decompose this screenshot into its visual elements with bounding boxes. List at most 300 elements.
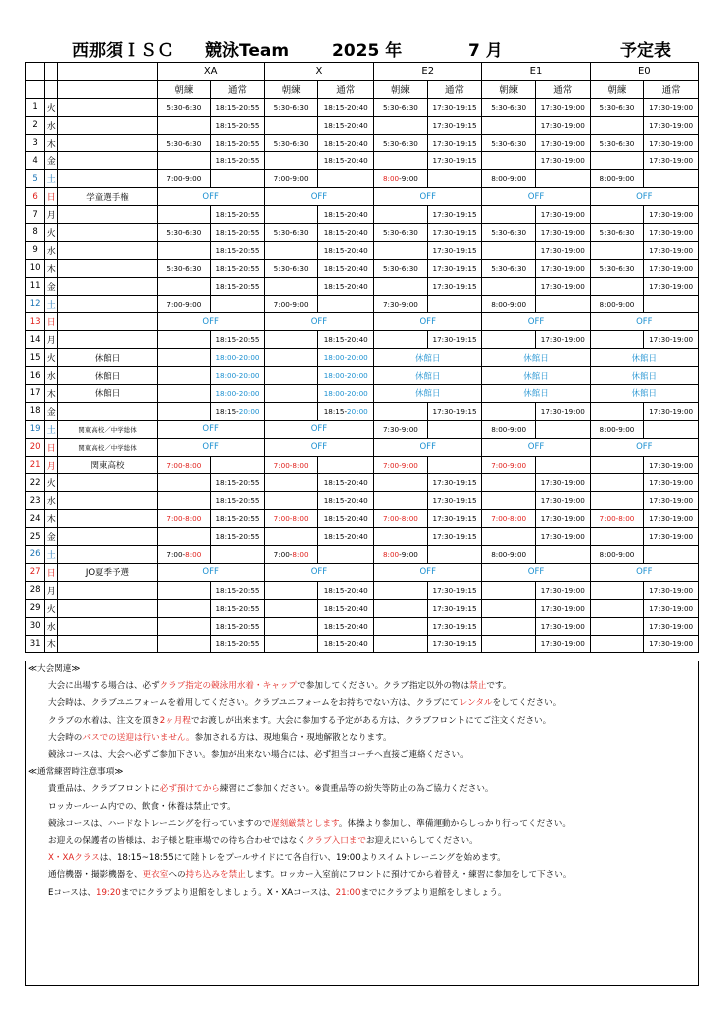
time-cell: [264, 617, 318, 635]
time-cell: [590, 456, 644, 474]
event-cell: [58, 313, 157, 331]
event-cell: [58, 116, 157, 134]
note-text: で参加してください。クラブ指定以外の物は: [297, 681, 470, 692]
time-cell: 17:30-19:00: [535, 241, 590, 259]
weekday: 火: [45, 474, 58, 492]
note-text: 競泳コースは、ハードなトレーニングを行っていますので: [48, 818, 271, 829]
time-cell: 17:30-19:15: [427, 492, 482, 510]
time-cell: 18:15-20:55: [211, 474, 265, 492]
time-cell: 18:15-20:40: [318, 241, 374, 259]
note-text: クラブ指定の競泳用水着・キャップ: [159, 681, 298, 692]
event-cell: [58, 206, 157, 224]
off-cell: OFF: [157, 563, 264, 581]
event-cell: [58, 510, 157, 528]
time-cell: [590, 528, 644, 546]
note-line: [26, 850, 698, 867]
schedule-row: [26, 313, 699, 331]
time-cell: 5:30-6:30: [482, 98, 536, 116]
note-text: 貴重品は、クラブフロントに: [48, 784, 160, 795]
time-cell: [157, 116, 211, 134]
note-text: レンタル: [458, 698, 493, 709]
time-cell: 8:00-9:00: [482, 546, 536, 564]
note-text: 。体操より参加し、準備運動からしっかり行ってください。: [338, 818, 571, 829]
weekday: 土: [45, 420, 58, 438]
time-cell: 8:00-9:00: [482, 295, 536, 313]
time-cell: 7:00-8:00: [157, 510, 211, 528]
time-cell: 18:00-20:00: [318, 349, 374, 367]
event-cell: JO夏季予選: [58, 563, 157, 581]
note-text: 通信機器・撮影機器を、: [48, 870, 143, 881]
schedule-row: [26, 581, 699, 599]
note-text: 大会時の: [48, 732, 83, 743]
time-cell: 18:00-20:00: [318, 367, 374, 385]
schedule-row: [26, 635, 699, 653]
time-cell: 17:30-19:00: [535, 402, 590, 420]
time-cell: 17:30-19:00: [535, 98, 590, 116]
schedule-row: [26, 206, 699, 224]
time-cell: 17:30-19:00: [644, 635, 699, 653]
schedule-row: [26, 116, 699, 134]
event-cell: [58, 474, 157, 492]
time-cell: 5:30-6:30: [482, 224, 536, 242]
closed-cell: 休館日: [590, 367, 698, 385]
day-number: 25: [26, 528, 45, 546]
time-cell: [590, 152, 644, 170]
schedule-row: [26, 349, 699, 367]
note-line: [26, 695, 698, 712]
time-cell: [482, 206, 536, 224]
schedule-row: [26, 492, 699, 510]
time-cell: 18:15-20:55: [211, 581, 265, 599]
note-text: バスでの送迎は行いません。: [82, 732, 195, 743]
time-cell: [535, 546, 590, 564]
time-cell: 7:00-9:00: [374, 456, 428, 474]
time-cell: 18:15-20:55: [211, 259, 265, 277]
time-cell: [374, 402, 428, 420]
note-line: [26, 730, 698, 747]
off-cell: OFF: [374, 188, 482, 206]
time-cell: 17:30-19:00: [535, 224, 590, 242]
time-cell: [644, 546, 699, 564]
time-cell: 7:00-8:00: [590, 510, 644, 528]
time-cell: [427, 456, 482, 474]
morning-header: 朝練: [157, 80, 211, 98]
time-cell: [264, 635, 318, 653]
time-cell: [157, 474, 211, 492]
note-line: [26, 833, 698, 850]
team-name: 競泳Team: [205, 41, 290, 61]
day-number: 19: [26, 420, 45, 438]
time-cell: 18:15-20:40: [318, 581, 374, 599]
day-number: 7: [26, 206, 45, 224]
time-cell: 17:30-19:00: [644, 402, 699, 420]
event-cell: 関東高校: [58, 456, 157, 474]
schedule-row: [26, 546, 699, 564]
note-text: です。: [486, 681, 512, 692]
time-cell: 18:15-20:40: [318, 331, 374, 349]
off-cell: OFF: [482, 438, 590, 456]
time-cell: 5:30-6:30: [374, 259, 428, 277]
time-cell: [211, 170, 265, 188]
schedule-row: [26, 402, 699, 420]
time-cell: 17:30-19:00: [644, 206, 699, 224]
time-cell: 17:30-19:00: [644, 116, 699, 134]
note-line: [26, 816, 698, 833]
note-text: します。ロッカー入室前にフロントに預けてから着替え・練習に参加をして下さい。: [245, 870, 572, 881]
time-cell: 18:15-20:55: [211, 98, 265, 116]
day-number: 28: [26, 581, 45, 599]
time-end: 20:00: [238, 406, 260, 416]
time-cell: 8:00-9:00: [590, 420, 644, 438]
time-cell: [590, 277, 644, 295]
time-cell: [374, 170, 428, 188]
time-cell: 17:30-19:00: [535, 492, 590, 510]
day-number: 17: [26, 385, 45, 403]
time-cell: 18:15-20:55: [211, 241, 265, 259]
day-number: 16: [26, 367, 45, 385]
time-cell: 17:30-19:15: [427, 528, 482, 546]
weekday: 火: [45, 224, 58, 242]
time-cell: 5:30-6:30: [157, 224, 211, 242]
time-start: 18:15-: [215, 406, 239, 416]
time-cell: [264, 528, 318, 546]
note-text: 競泳コースは、大会へ必ずご参加下さい。参加が出来ない場合には、必ず担当コーチへ直接ご連絡ください。: [48, 750, 469, 761]
time-cell: [374, 492, 428, 510]
group-header-e2: E2: [374, 63, 482, 81]
day-number: 21: [26, 456, 45, 474]
weekday: 土: [45, 170, 58, 188]
time-cell: 17:30-19:00: [535, 617, 590, 635]
time-cell: [264, 546, 318, 564]
day-number: 8: [26, 224, 45, 242]
day-number: 14: [26, 331, 45, 349]
time-cell: 17:30-19:15: [427, 581, 482, 599]
event-cell: [58, 98, 157, 116]
time-end: 8:00: [292, 549, 309, 559]
time-cell: [482, 528, 536, 546]
time-cell: 18:00-20:00: [211, 385, 265, 403]
time-cell: [157, 152, 211, 170]
time-cell: 17:30-19:15: [427, 224, 482, 242]
weekday: 木: [45, 635, 58, 653]
time-cell: 18:15-20:40: [318, 224, 374, 242]
time-cell: [374, 617, 428, 635]
time-cell: [264, 385, 318, 403]
schedule-row: [26, 438, 699, 456]
time-cell: 18:15-20:55: [211, 492, 265, 510]
time-cell: 17:30-19:00: [535, 581, 590, 599]
schedule-row: [26, 420, 699, 438]
note-text: 更衣室: [142, 870, 169, 881]
schedule-row: [26, 170, 699, 188]
schedule-row: [26, 528, 699, 546]
time-cell: [590, 474, 644, 492]
off-cell: OFF: [157, 420, 264, 438]
closed-cell: 休館日: [590, 385, 698, 403]
session-header-row: [26, 80, 699, 98]
regular-header: 通常: [535, 80, 590, 98]
group-header-row: [26, 63, 699, 81]
day-number: 23: [26, 492, 45, 510]
schedule-row: [26, 474, 699, 492]
time-cell: 17:30-19:15: [427, 331, 482, 349]
off-cell: OFF: [590, 188, 698, 206]
time-cell: 5:30-6:30: [482, 259, 536, 277]
note-text: は、18:15~18:55にて陸トレをプールサイドにて各自行い、19:00よりスイムトレーニングを始めます。: [99, 853, 506, 864]
time-cell: [374, 635, 428, 653]
time-cell: 7:00-9:00: [264, 295, 318, 313]
schedule-row: [26, 259, 699, 277]
time-cell: [374, 474, 428, 492]
time-cell: 8:00-9:00: [482, 170, 536, 188]
time-cell: 18:15-20:40: [318, 152, 374, 170]
time-cell: 8:00-9:00: [590, 295, 644, 313]
time-cell: 18:15-20:55: [211, 599, 265, 617]
time-cell: 18:15-20:40: [318, 206, 374, 224]
time-cell: [157, 599, 211, 617]
time-cell: 17:30-19:00: [535, 331, 590, 349]
time-cell: 17:30-19:00: [644, 331, 699, 349]
time-cell: 7:00-9:00: [157, 295, 211, 313]
note-text: クラブ入口まで: [305, 836, 366, 847]
day-number: 27: [26, 563, 45, 581]
time-end: 8:00: [185, 549, 202, 559]
time-cell: 7:00-9:00: [482, 456, 536, 474]
group-header-e0: E0: [590, 63, 698, 81]
time-cell: [427, 170, 482, 188]
note-text: X・XAクラス: [48, 853, 100, 864]
time-cell: [264, 116, 318, 134]
time-cell: [318, 170, 374, 188]
event-cell: [58, 617, 157, 635]
time-cell: [427, 546, 482, 564]
note-line: [26, 713, 698, 730]
off-cell: OFF: [264, 438, 373, 456]
day-number: 4: [26, 152, 45, 170]
weekday: 日: [45, 438, 58, 456]
time-cell: 18:15-20:55: [211, 134, 265, 152]
time-cell: [482, 581, 536, 599]
weekday: 水: [45, 241, 58, 259]
time-cell: [535, 456, 590, 474]
time-cell: [482, 635, 536, 653]
off-cell: OFF: [264, 420, 373, 438]
time-cell: 17:30-19:00: [644, 581, 699, 599]
time-cell: 5:30-6:30: [264, 98, 318, 116]
time-cell: 17:30-19:15: [427, 635, 482, 653]
time-cell: [590, 492, 644, 510]
group-header-x: X: [264, 63, 373, 81]
event-cell: [58, 295, 157, 313]
time-cell: [644, 295, 699, 313]
off-cell: OFF: [264, 563, 373, 581]
closed-cell: 休館日: [482, 367, 590, 385]
time-start: 8:00: [382, 174, 400, 184]
time-cell: [318, 402, 374, 420]
time-cell: 17:30-19:00: [535, 528, 590, 546]
time-cell: [157, 349, 211, 367]
time-cell: 18:15-20:55: [211, 528, 265, 546]
time-cell: 17:30-19:00: [535, 474, 590, 492]
time-cell: 17:30-19:00: [535, 510, 590, 528]
time-cell: 17:30-19:15: [427, 402, 482, 420]
time-cell: 17:30-19:00: [644, 510, 699, 528]
time-cell: [264, 581, 318, 599]
note-text: 19:20: [95, 887, 121, 898]
time-cell: 17:30-19:00: [535, 599, 590, 617]
weekday: 木: [45, 259, 58, 277]
closed-cell: 休館日: [374, 385, 482, 403]
time-cell: [211, 456, 265, 474]
time-cell: 17:30-19:00: [535, 134, 590, 152]
closed-cell: 休館日: [374, 349, 482, 367]
time-cell: [590, 635, 644, 653]
day-number: 5: [26, 170, 45, 188]
schedule-row: [26, 224, 699, 242]
time-cell: 7:30-9:00: [374, 420, 428, 438]
event-cell: 学童選手権: [58, 188, 157, 206]
document-title: 予定表: [620, 41, 671, 61]
time-cell: 17:30-19:00: [535, 116, 590, 134]
time-cell: 17:30-19:00: [644, 277, 699, 295]
time-cell: 17:30-19:15: [427, 510, 482, 528]
schedule-row: [26, 367, 699, 385]
day-number: 29: [26, 599, 45, 617]
off-cell: OFF: [157, 313, 264, 331]
time-cell: [374, 546, 428, 564]
time-end: 20:00: [347, 406, 368, 416]
off-cell: OFF: [374, 563, 482, 581]
day-number: 31: [26, 635, 45, 653]
weekday: 木: [45, 134, 58, 152]
time-cell: [157, 581, 211, 599]
time-cell: 17:30-19:00: [644, 152, 699, 170]
closed-cell: 休館日: [482, 385, 590, 403]
note-text: 参加される方は、現地集合・現地解散となります。: [194, 732, 392, 743]
weekday: 火: [45, 98, 58, 116]
event-cell: [58, 331, 157, 349]
time-cell: [644, 170, 699, 188]
note-line: [26, 799, 698, 816]
weekday: 土: [45, 295, 58, 313]
note-text: 大会に出場する場合は、必ず: [48, 681, 160, 692]
day-number: 1: [26, 98, 45, 116]
time-end: -9:00: [399, 174, 418, 184]
time-start: 18:15-: [323, 406, 348, 416]
time-start: 7:00-: [273, 549, 293, 559]
note-text: ロッカールーム内での、飲食・休養は禁止です。: [48, 801, 236, 812]
time-cell: [482, 331, 536, 349]
time-cell: 7:00-8:00: [264, 456, 318, 474]
closed-cell: 休館日: [482, 349, 590, 367]
event-cell: 休館日: [58, 367, 157, 385]
off-cell: OFF: [482, 188, 590, 206]
day-number: 9: [26, 241, 45, 259]
morning-header: 朝練: [482, 80, 536, 98]
time-cell: [264, 152, 318, 170]
time-cell: 7:00-9:00: [157, 170, 211, 188]
time-cell: [157, 528, 211, 546]
time-cell: [590, 599, 644, 617]
time-cell: [157, 546, 211, 564]
note-text: 必ず預けてから: [159, 784, 220, 795]
time-cell: [374, 599, 428, 617]
weekday: 金: [45, 277, 58, 295]
day-number: 24: [26, 510, 45, 528]
time-cell: [590, 402, 644, 420]
event-cell: [58, 152, 157, 170]
weekday: 金: [45, 402, 58, 420]
weekday: 火: [45, 599, 58, 617]
off-cell: OFF: [157, 188, 264, 206]
schedule-row: [26, 295, 699, 313]
note-text: 遅刻厳禁とします: [270, 818, 339, 829]
time-cell: [482, 116, 536, 134]
time-cell: 18:15-20:55: [211, 277, 265, 295]
off-cell: OFF: [264, 188, 373, 206]
off-cell: OFF: [482, 313, 590, 331]
time-cell: 17:30-19:00: [644, 474, 699, 492]
event-cell: [58, 581, 157, 599]
time-cell: 18:15-20:40: [318, 134, 374, 152]
closed-cell: 休館日: [590, 349, 698, 367]
time-cell: [264, 402, 318, 420]
off-cell: OFF: [590, 563, 698, 581]
time-cell: 17:30-19:15: [427, 134, 482, 152]
time-cell: [374, 581, 428, 599]
time-cell: 17:30-19:00: [644, 134, 699, 152]
time-cell: 17:30-19:15: [427, 599, 482, 617]
month: 7 月: [468, 41, 503, 61]
time-cell: 5:30-6:30: [590, 98, 644, 116]
time-cell: [374, 152, 428, 170]
weekday: 金: [45, 528, 58, 546]
note-text: 練習にご参加ください。※貴重品等の紛失等防止の為ご協力ください。: [219, 784, 494, 795]
event-cell: [58, 546, 157, 564]
schedule-row: [26, 241, 699, 259]
note-line: [26, 781, 698, 798]
time-cell: [264, 492, 318, 510]
note-text: 禁止: [469, 681, 487, 692]
note-text: への: [168, 870, 186, 881]
time-cell: [374, 206, 428, 224]
time-cell: 18:00-20:00: [211, 367, 265, 385]
event-cell: [58, 241, 157, 259]
event-cell: [58, 259, 157, 277]
time-cell: 18:15-20:40: [318, 510, 374, 528]
time-cell: 17:30-19:00: [644, 492, 699, 510]
time-cell: 17:30-19:00: [644, 528, 699, 546]
schedule-row: [26, 385, 699, 403]
time-cell: 17:30-19:15: [427, 259, 482, 277]
schedule-row: [26, 134, 699, 152]
note-line: [26, 678, 698, 695]
time-cell: [157, 385, 211, 403]
time-cell: 7:30-9:00: [374, 295, 428, 313]
time-cell: 5:30-6:30: [374, 224, 428, 242]
weekday: 水: [45, 116, 58, 134]
time-cell: 5:30-6:30: [590, 134, 644, 152]
event-cell: 関東高校／中学総体: [58, 438, 157, 456]
schedule-row: [26, 563, 699, 581]
time-cell: 8:00-9:00: [482, 420, 536, 438]
morning-header: 朝練: [264, 80, 318, 98]
time-start: 8:00: [382, 549, 400, 559]
day-number: 10: [26, 259, 45, 277]
off-cell: OFF: [590, 313, 698, 331]
weekday: 月: [45, 581, 58, 599]
event-cell: [58, 599, 157, 617]
